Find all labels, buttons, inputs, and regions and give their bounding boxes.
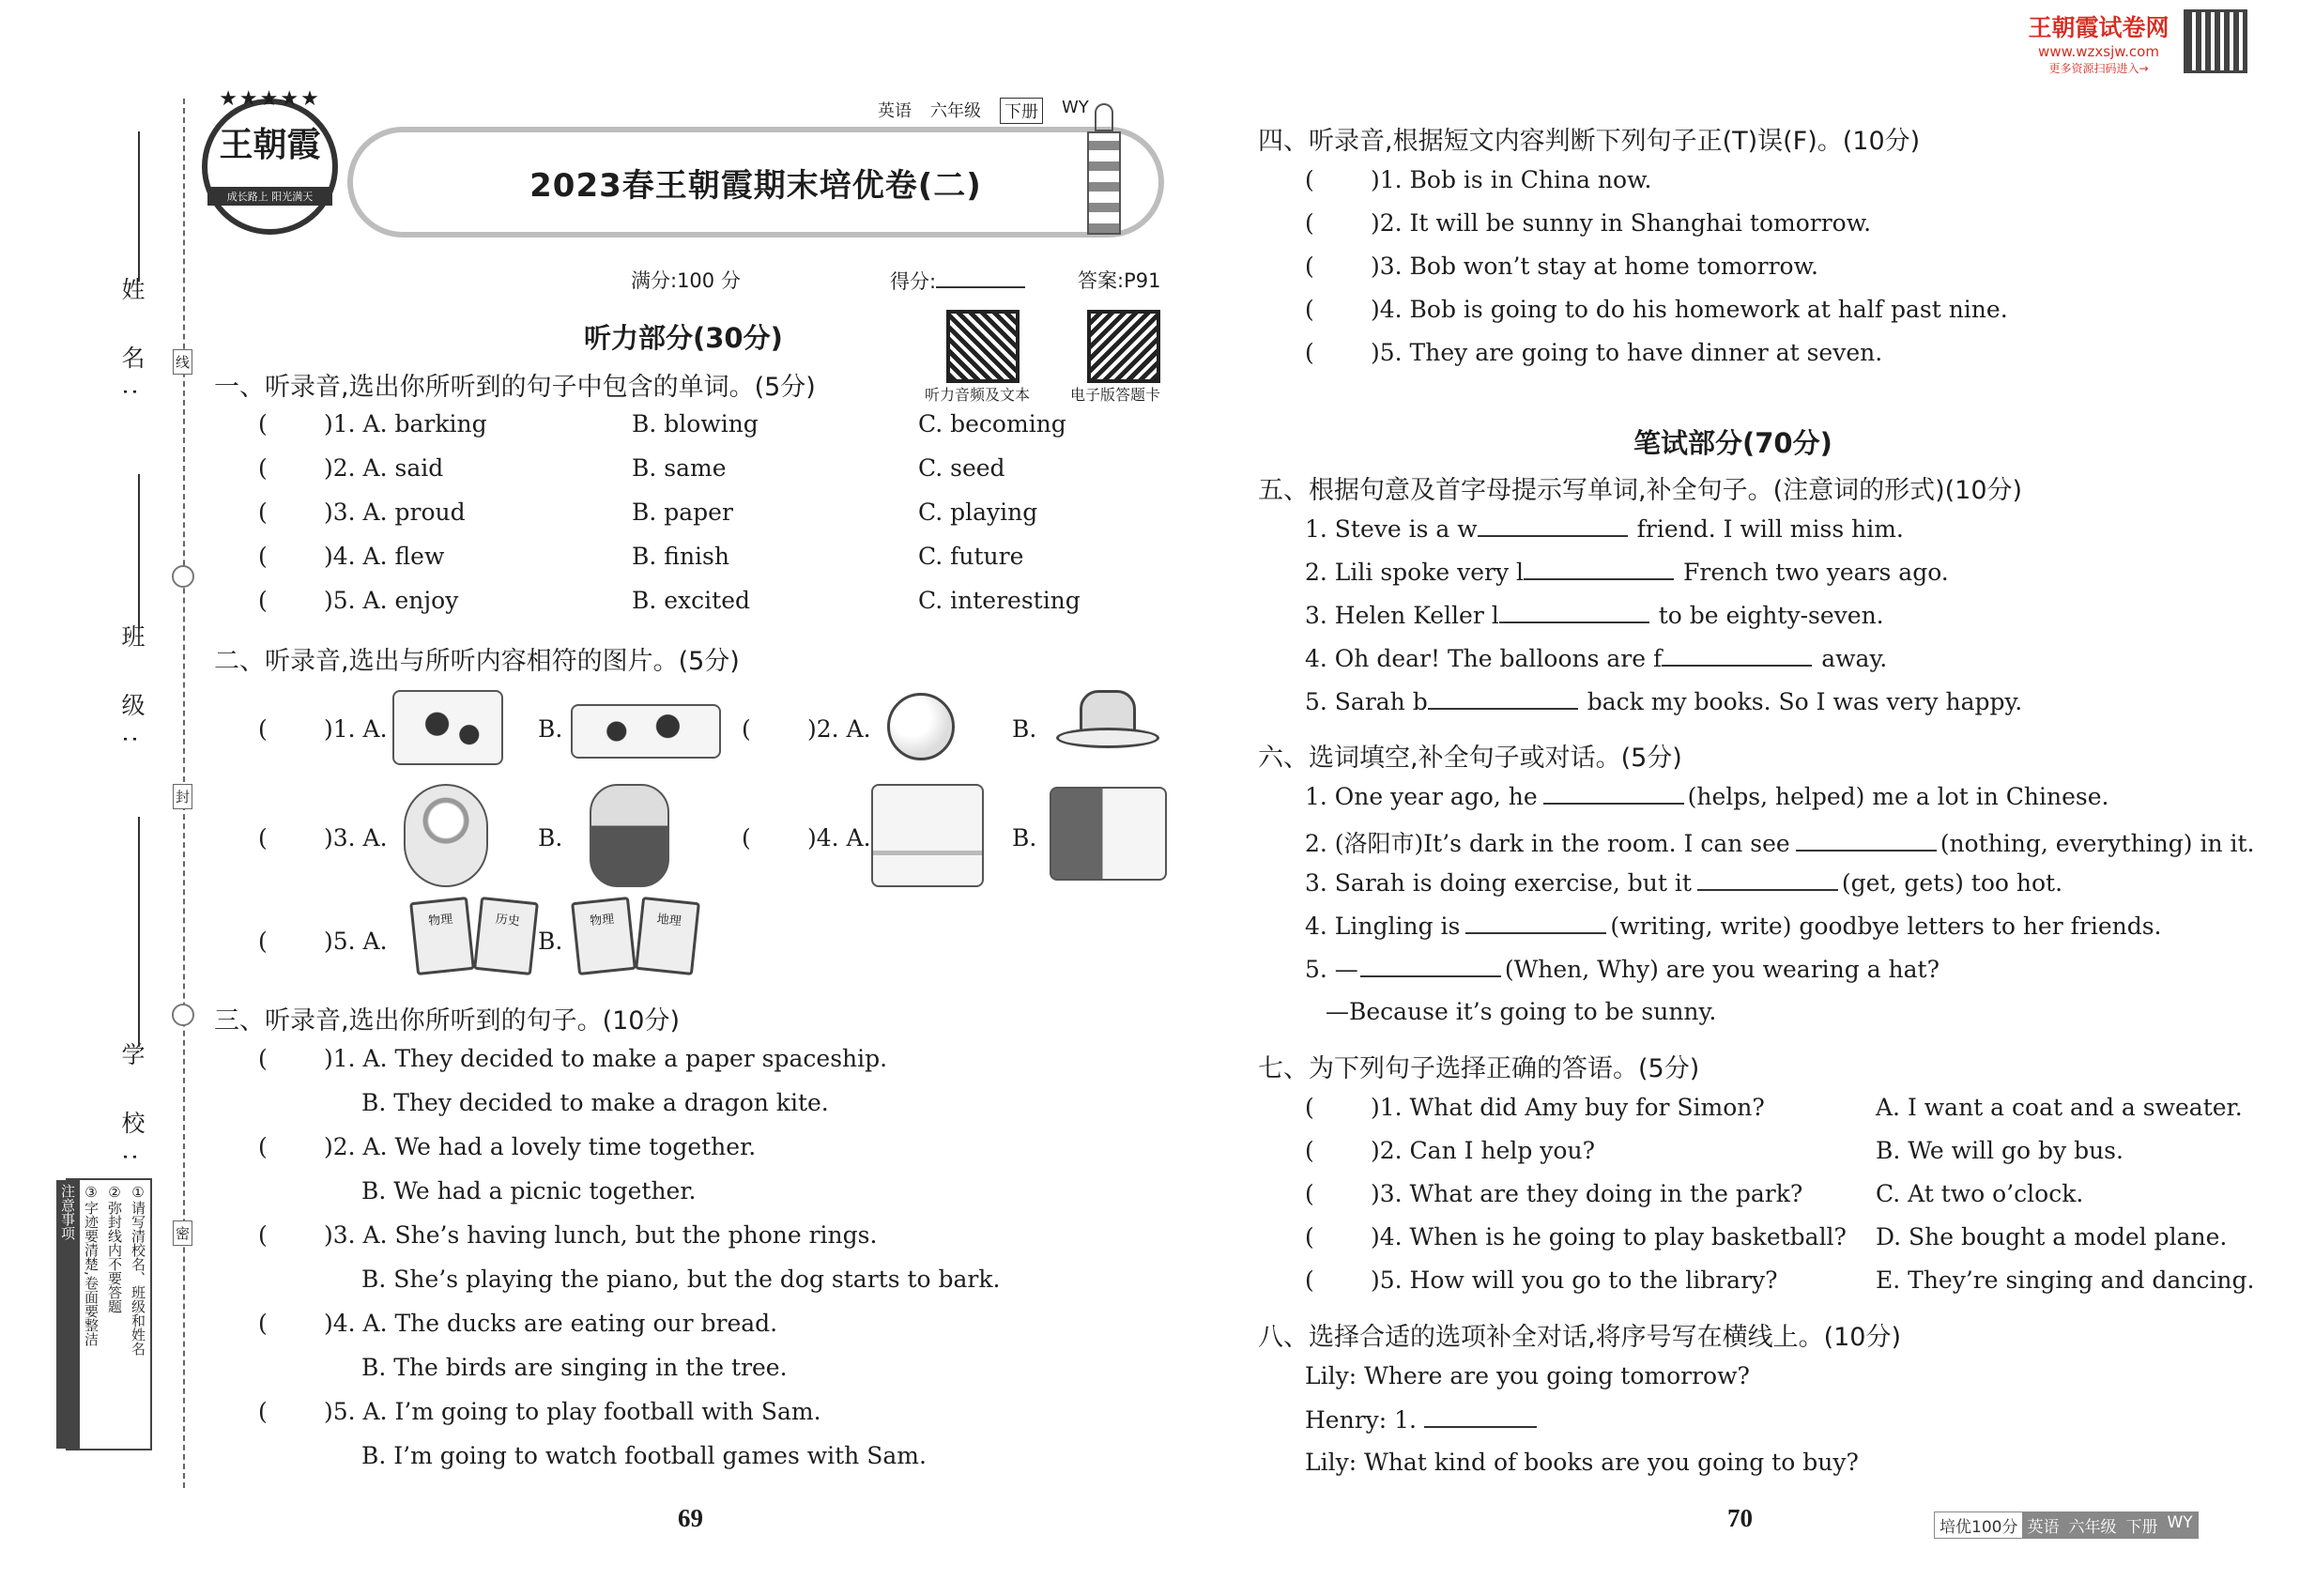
site-url[interactable]: www.wzxsjw.com (2038, 43, 2159, 60)
part6-item: 2. (洛阳市)It’s dark in the room. I can see (nothing, everything) in it. (1305, 830, 2255, 857)
part2-label: B. (1012, 824, 1037, 852)
part5-item: 2. Lili spoke very l French two years ago. (1305, 559, 1949, 586)
books-group-b (575, 899, 697, 973)
subject-tags (878, 98, 1089, 124)
answer-blank[interactable] (1697, 868, 1838, 891)
site-brand (2016, 9, 2181, 76)
part6-item: 1. One year ago, he (helps, helped) me a lot in Chinese. (1305, 783, 2109, 810)
part2-label: B. (1012, 715, 1037, 743)
old-man-picture (590, 784, 669, 887)
page-title: 2023春王朝霞期末培优卷(二) (529, 166, 982, 205)
answer-blank[interactable] (1465, 912, 1606, 934)
part2-label: ( )1. A. (258, 715, 388, 743)
part7-answer: C. At two o’clock. (1876, 1180, 2084, 1207)
part7-answer: B. We will go by bus. (1876, 1137, 2124, 1164)
dialogue-line: Henry: 1. (1305, 1405, 1537, 1434)
note-1: ①请写清校名、班级和姓名 (130, 1184, 146, 1356)
part6-item: 3. Sarah is doing exercise, but it (get, gets) too hot. (1305, 869, 2063, 897)
part2-label: ( )2. A. (742, 715, 871, 743)
part1-option-b: B. same (632, 454, 727, 482)
logo-text: 王朝霞 (219, 126, 321, 163)
part7-question: ( )4. When is he going to play basketball? (1305, 1223, 1847, 1251)
qr-audio-icon[interactable] (946, 310, 1020, 383)
name-label: 姓 名: (118, 277, 146, 415)
answer-blank[interactable] (1662, 644, 1812, 667)
part2-label: B. (538, 715, 563, 743)
part1-option-c: C. interesting (918, 587, 1081, 614)
part1-option-c: C. seed (918, 454, 1005, 482)
part6-item: 5. — (When, Why) are you wearing a hat? (1305, 956, 1940, 983)
qr-answer-caption: 电子版答题卡 (1070, 386, 1161, 404)
part7-question: ( )2. Can I help you? (1305, 1137, 1595, 1164)
part1-option-c: C. playing (918, 499, 1038, 526)
answer-blank[interactable] (1478, 514, 1628, 537)
part4-item: ( )5. They are going to have dinner at seven. (1305, 339, 1883, 366)
part1-item: ( )5. A. enjoy (258, 587, 459, 614)
part4-item: ( )2. It will be sunny in Shanghai tomorrow. (1305, 209, 1872, 237)
part7-question: ( )1. What did Amy buy for Simon? (1305, 1094, 1765, 1121)
boy-writing-picture (871, 784, 984, 887)
part3-item-b: B. We had a picnic together. (361, 1177, 697, 1205)
title-banner (347, 127, 1164, 238)
notes-title: 注意事项 (56, 1180, 80, 1449)
logo-ribbon: 成长路上 阳光满天 (207, 187, 332, 206)
part3-item-a: ( )4. A. The ducks are eating our bread. (258, 1310, 778, 1337)
hat-picture (1056, 690, 1159, 765)
footer-tag-series: 培优100分 (1935, 1512, 2022, 1538)
writing-title: 笔试部分(70分) (1633, 427, 1832, 459)
part3-item-a: ( )2. A. We had a lovely time together. (258, 1133, 757, 1160)
class-label: 班 级: (118, 624, 146, 762)
part5-item: 5. Sarah b back my books. So I was very happy. (1305, 688, 2023, 715)
answer-blank[interactable] (1543, 782, 1684, 805)
part4-item: ( )1. Bob is in China now. (1305, 166, 1652, 193)
note-3: ③字迹要清楚,卷面要整洁 (83, 1184, 100, 1346)
part1-option-c: C. future (918, 543, 1024, 570)
cow-standing-picture (392, 690, 503, 765)
scissor-icon (172, 1004, 194, 1026)
part7-heading: 七、为下列句子选择正确的答语。(5分) (1258, 1054, 1700, 1083)
part5-heading: 五、根据句意及首字母提示写单词,补全句子。(注意词的形式)(10分) (1258, 476, 2023, 505)
tag-edition: WY (1062, 98, 1089, 117)
dialogue-line: Lily: Where are you going tomorrow? (1305, 1362, 1750, 1389)
history-book-icon: 历史 (473, 897, 539, 975)
part7-answer: A. I want a coat and a sweater. (1876, 1094, 2243, 1121)
part6-heading: 六、选词填空,补全句子或对话。(5分) (1258, 744, 1682, 773)
dialogue-line: Lily: What kind of books are you going to buy? (1305, 1449, 1859, 1476)
footer-tag-grade: 六年级 (2063, 1512, 2121, 1538)
part7-answer: D. She bought a model plane. (1876, 1223, 2228, 1251)
score-label: 得分: (890, 270, 937, 293)
part5-item: 4. Oh dear! The balloons are f away. (1305, 645, 1888, 672)
note-2: ②弥封线内不要答题 (106, 1184, 123, 1313)
part1-option-c: C. becoming (918, 410, 1066, 437)
physics-book-icon: 物理 (571, 897, 636, 975)
part3-item-b: B. The birds are singing in the tree. (361, 1354, 788, 1381)
site-qr-icon[interactable] (2184, 9, 2247, 73)
footer-tag-edition: WY (2162, 1512, 2197, 1538)
answer-blank[interactable] (1360, 955, 1501, 977)
qr-audio-caption: 听力音频及文本 (925, 386, 1031, 404)
scissor-icon (172, 565, 194, 588)
tag-grade: 六年级 (930, 101, 981, 121)
part1-heading: 一、听录音,选出你所听到的句子中包含的单词。(5分) (214, 373, 816, 402)
part2-label: ( )4. A. (742, 824, 871, 852)
logo-badge (202, 87, 338, 235)
footer-tag (1934, 1512, 2199, 1539)
part2-label: B. (538, 928, 563, 955)
answer-ref: 答案:P91 (1078, 269, 1161, 292)
listening-title: 听力部分(30分) (584, 322, 783, 354)
part6-extra: —Because it’s going to be sunny. (1326, 998, 1717, 1025)
qr-answer-card-icon[interactable] (1087, 310, 1160, 383)
lighthouse-icon (1084, 103, 1124, 244)
geography-book-icon: 地理 (635, 897, 700, 975)
footer-tag-volume: 下册 (2121, 1512, 2162, 1538)
part1-item: ( )1. A. barking (258, 410, 487, 437)
part4-item: ( )4. Bob is going to do his homework at half past nine. (1305, 296, 2008, 323)
answer-blank[interactable] (1796, 829, 1937, 852)
part3-item-b: B. She’s playing the piano, but the dog starts to bark. (361, 1266, 1001, 1293)
cut-mark-1: 线 (173, 349, 192, 375)
part1-item: ( )2. A. said (258, 454, 444, 482)
part1-item: ( )4. A. flew (258, 543, 445, 570)
part4-heading: 四、听录音,根据短文内容判断下列句子正(T)误(F)。(10分) (1258, 127, 1921, 156)
part3-item-a: ( )3. A. She’s having lunch, but the phone rings. (258, 1221, 878, 1249)
part3-item-b: B. I’m going to watch football games with Sam. (361, 1442, 927, 1469)
answer-blank[interactable] (1424, 1405, 1537, 1428)
class-line (138, 474, 140, 629)
part3-item-a: ( )5. A. I’m going to play football with Sam. (258, 1398, 821, 1425)
answer-blank[interactable] (1499, 601, 1649, 623)
tag-subject: 英语 (878, 101, 912, 121)
part5-item: 3. Helen Keller l to be eighty-seven. (1305, 602, 1884, 629)
baseball-picture (887, 693, 955, 760)
part7-question: ( )5. How will you go to the library? (1305, 1266, 1778, 1294)
name-line (138, 131, 140, 282)
part1-option-b: B. paper (632, 499, 733, 526)
books-group-a (413, 899, 535, 973)
footer-tag-subject: 英语 (2022, 1512, 2063, 1538)
score-field[interactable] (890, 266, 1025, 295)
notes-box (59, 1178, 152, 1450)
part4-item: ( )3. Bob won’t stay at home tomorrow. (1305, 253, 1818, 280)
answer-blank[interactable] (1428, 687, 1578, 710)
part2-label: ( )5. A. (258, 928, 388, 955)
part3-heading: 三、听录音,选出你所听到的句子。(10分) (214, 1006, 681, 1036)
astronaut-picture (404, 784, 488, 887)
boy-computer-picture (1050, 787, 1167, 881)
part7-answer: E. They’re singing and dancing. (1876, 1266, 2255, 1294)
page-number-right: 70 (1727, 1504, 1753, 1532)
part2-heading: 二、听录音,选出与所听内容相符的图片。(5分) (214, 647, 740, 676)
logo-stars: ★★★★★ (219, 87, 321, 111)
school-label: 学 校: (118, 1042, 146, 1180)
part2-label: ( )3. A. (258, 824, 388, 852)
part1-option-b: B. finish (632, 543, 729, 570)
answer-blank[interactable] (1524, 558, 1674, 580)
part3-item-a: ( )1. A. They decided to make a paper spaceship. (258, 1045, 888, 1072)
part8-heading: 八、选择合适的选项补全对话,将序号写在横线上。(10分) (1258, 1323, 1902, 1352)
page-number-left: 69 (678, 1504, 703, 1532)
part3-item-b: B. They decided to make a dragon kite. (361, 1089, 829, 1116)
part6-item: 4. Lingling is (writing, write) goodbye letters to her friends. (1305, 913, 2162, 940)
cut-mark-3: 密 (173, 1220, 192, 1246)
part1-option-b: B. blowing (632, 410, 759, 437)
cow-lying-picture (571, 704, 721, 759)
part2-label: B. (538, 824, 563, 852)
physics-book-icon: 物理 (409, 897, 475, 975)
tag-volume: 下册 (1000, 98, 1043, 124)
part1-option-b: B. excited (632, 587, 751, 614)
site-note: 更多资源扫码进入→ (2048, 62, 2149, 75)
part1-item: ( )3. A. proud (258, 499, 466, 526)
school-line (138, 817, 140, 1047)
part7-question: ( )3. What are they doing in the park? (1305, 1180, 1803, 1207)
part5-item: 1. Steve is a w friend. I will miss him. (1305, 515, 1904, 543)
full-score: 满分:100 分 (631, 269, 741, 292)
cut-mark-2: 封 (173, 784, 192, 809)
site-name: 王朝霞试卷网 (2028, 14, 2170, 41)
